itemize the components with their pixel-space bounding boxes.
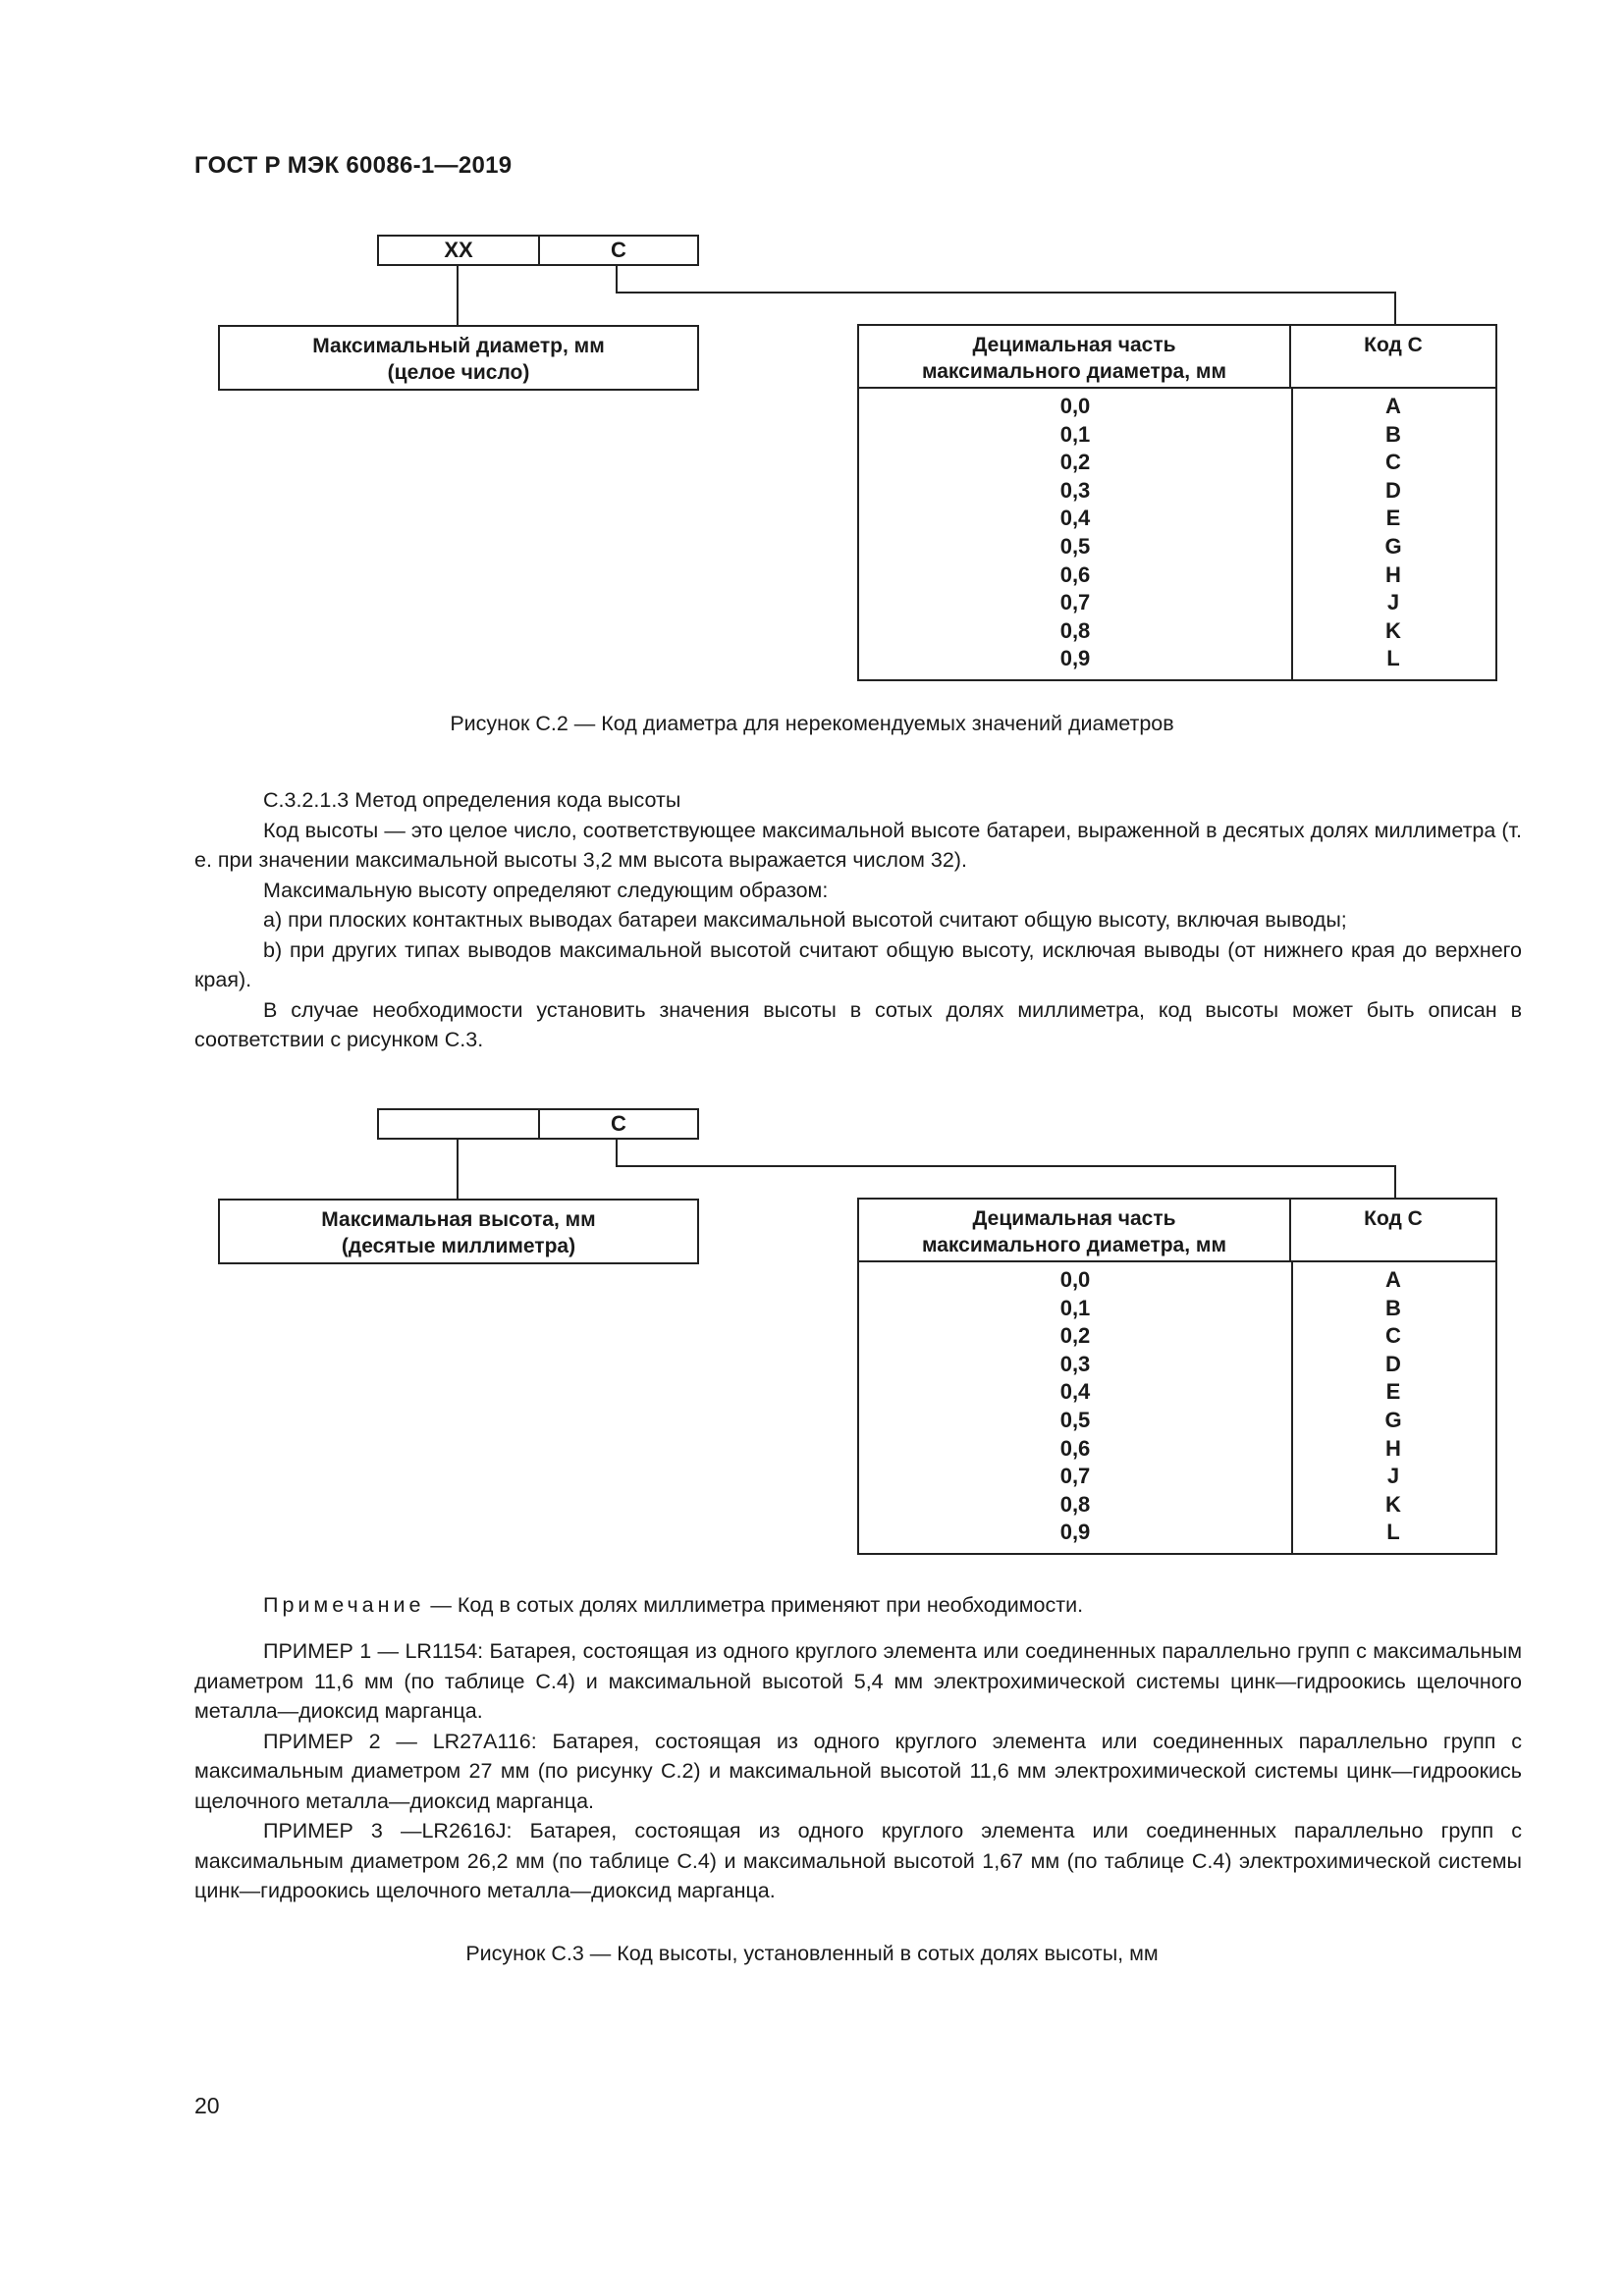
table-header-decimal-line-1: Децимальная часть (972, 1207, 1176, 1230)
table-row (859, 1463, 1495, 1491)
label-line-1: Максимальный диаметр, мм (312, 335, 605, 357)
row-code: G (1384, 533, 1402, 559)
connector-table-vertical (1394, 292, 1396, 326)
row-code: B (1385, 421, 1401, 447)
note-label: Примечание (263, 1593, 425, 1617)
row-code: G (1384, 1407, 1402, 1432)
paragraph: Код высоты — это целое число, соответствующее максимальной высоте батареи, выраженной в десятых долях миллиметра (т. е. при значении максимальной высоты 3,2 мм высота выражается числом 32). (194, 818, 1522, 872)
code-box-left (377, 1108, 540, 1140)
section-heading: С.3.2.1.3 Метод определения кода высоты (263, 788, 681, 812)
section-text (194, 785, 1522, 1055)
label-line-2: (целое число) (387, 361, 530, 384)
table-header-decimal-line-2: максимального диаметра, мм (922, 360, 1226, 383)
table-row (859, 1435, 1495, 1464)
connector-left-vertical (457, 266, 459, 326)
row-value: 0,0 (1059, 1267, 1091, 1292)
code-box-right (538, 1108, 699, 1140)
row-value: 0,3 (1059, 1351, 1091, 1376)
table-header-decimal-line-1: Децимальная часть (972, 334, 1176, 356)
table-row (859, 1322, 1495, 1351)
row-code: B (1385, 1295, 1401, 1320)
row-code: E (1385, 1379, 1401, 1405)
row-value: 0,1 (1059, 1295, 1091, 1320)
row-value: 0,5 (1059, 1407, 1091, 1432)
connector-table-vertical (1394, 1165, 1396, 1200)
row-code: E (1385, 506, 1401, 531)
table-row (859, 589, 1495, 617)
label-line-2: (десятые миллиметра) (341, 1235, 576, 1257)
row-code: D (1385, 477, 1401, 503)
code-box-left-text: XX (444, 238, 473, 262)
paragraph: В случае необходимости установить значения высоты в сотых долях миллиметра, код высоты может быть описан в соответствии с рисунком С.3. (194, 997, 1522, 1051)
example-2: ПРИМЕР 2 — LR27A116: Батарея, состоящая из одного круглого элемента или соединенных параллельно групп с максимальным диаметром 27 мм (по рисунку С.2) и максимальной высотой 11,6 мм электрохимической системы цинк—гидроокись щелочного металла—диоксид марганца. (194, 1729, 1522, 1813)
decimal-code-table (857, 324, 1497, 681)
row-value: 0,4 (1059, 1379, 1091, 1405)
row-code: H (1385, 561, 1401, 587)
code-box-right-text: C (611, 1111, 626, 1136)
row-code: A (1385, 394, 1401, 418)
table-header-code: Код С (1291, 1200, 1495, 1262)
row-value: 0,2 (1059, 450, 1091, 475)
paragraph: Максимальную высоту определяют следующим образом: (263, 878, 829, 902)
row-code: L (1386, 1520, 1400, 1545)
table-row (859, 421, 1495, 450)
code-box-right-text: C (611, 238, 626, 262)
connector-horizontal (616, 1165, 1396, 1167)
max-height-label-box (218, 1199, 699, 1264)
table-row (859, 645, 1495, 673)
note-text: — Код в сотых долях миллиметра применяют при необходимости. (424, 1593, 1084, 1617)
table-row (859, 561, 1495, 590)
row-code: C (1385, 450, 1401, 475)
row-value: 0,7 (1059, 1464, 1091, 1489)
label-line-1: Максимальная высота, мм (321, 1208, 596, 1231)
table-row (859, 449, 1495, 477)
table-header-decimal-line-2: максимального диаметра, мм (922, 1234, 1226, 1256)
row-code: J (1386, 1464, 1400, 1489)
code-box-right (538, 235, 699, 266)
row-value: 0,5 (1059, 533, 1091, 559)
connector-horizontal (616, 292, 1396, 294)
row-value: 0,3 (1059, 477, 1091, 503)
row-code: H (1385, 1435, 1401, 1461)
row-code: L (1386, 646, 1400, 671)
paragraph: b) при других типах выводов максимальной высотой считают общую высоту, исключая выводы (от нижнего края до верхнего края). (194, 937, 1522, 991)
table-row (859, 1407, 1495, 1435)
example-1: ПРИМЕР 1 — LR1154: Батарея, состоящая из одного круглого элемента или соединенных параллельно групп с максимальным диаметром 11,6 мм (по таблице С.4) и максимальной высотой 5,4 мм электрохимической системы цинк—гидроокись щелочного металла—диоксид марганца. (194, 1639, 1522, 1723)
table-row (859, 1378, 1495, 1407)
document-header: ГОСТ Р МЭК 60086-1—2019 (194, 152, 513, 179)
paragraph: a) при плоских контактных выводах батареи максимальной высотой считают общую высоту, включая выводы; (263, 908, 1347, 932)
table-row (859, 1295, 1495, 1323)
row-value: 0,9 (1059, 1520, 1091, 1545)
figure-c2-caption: Рисунок С.2 — Код диаметра для нерекомендуемых значений диаметров (450, 712, 1174, 735)
table-row (859, 393, 1495, 421)
examples (194, 1636, 1522, 1906)
row-code: K (1385, 617, 1401, 643)
row-value: 0,4 (1059, 506, 1091, 531)
table-header-code: Код С (1291, 326, 1495, 389)
row-value: 0,6 (1059, 561, 1091, 587)
connector-right-vertical (616, 266, 618, 294)
row-code: D (1385, 1351, 1401, 1376)
table-row (859, 533, 1495, 561)
row-value: 0,6 (1059, 1435, 1091, 1461)
table-header-decimal (859, 326, 1291, 389)
max-diameter-label-box (218, 325, 699, 391)
note (194, 1590, 1522, 1621)
code-box-left (377, 235, 540, 266)
table-row (859, 477, 1495, 506)
figure-c3-caption: Рисунок С.3 — Код высоты, установленный в сотых долях высоты, мм (465, 1942, 1159, 1965)
row-code: K (1385, 1491, 1401, 1517)
row-value: 0,7 (1059, 590, 1091, 615)
table-header-decimal (859, 1200, 1291, 1262)
row-value: 0,9 (1059, 646, 1091, 671)
row-value: 0,8 (1059, 1491, 1091, 1517)
row-value: 0,0 (1059, 394, 1091, 418)
table-row (859, 617, 1495, 646)
table-row (859, 1351, 1495, 1379)
row-value: 0,1 (1059, 421, 1091, 447)
example-3: ПРИМЕР 3 —LR2616J: Батарея, состоящая из одного круглого элемента или соединенных параллельно групп с максимальным диаметром 26,2 мм (по таблице С.4) и максимальной высотой 1,67 мм (по таблице С.4) электрохимической системы цинк—гидроокись щелочного металла—диоксид марганца. (194, 1819, 1522, 1902)
connector-right-vertical (616, 1140, 618, 1167)
table-row (859, 1266, 1495, 1295)
row-value: 0,2 (1059, 1323, 1091, 1349)
row-code: A (1385, 1267, 1401, 1292)
table-row (859, 1519, 1495, 1547)
decimal-code-table (857, 1198, 1497, 1555)
table-row (859, 1491, 1495, 1520)
row-code: J (1386, 590, 1400, 615)
connector-left-vertical (457, 1140, 459, 1200)
table-row (859, 505, 1495, 533)
page-number: 20 (194, 2093, 220, 2118)
row-value: 0,8 (1059, 617, 1091, 643)
row-code: C (1385, 1323, 1401, 1349)
